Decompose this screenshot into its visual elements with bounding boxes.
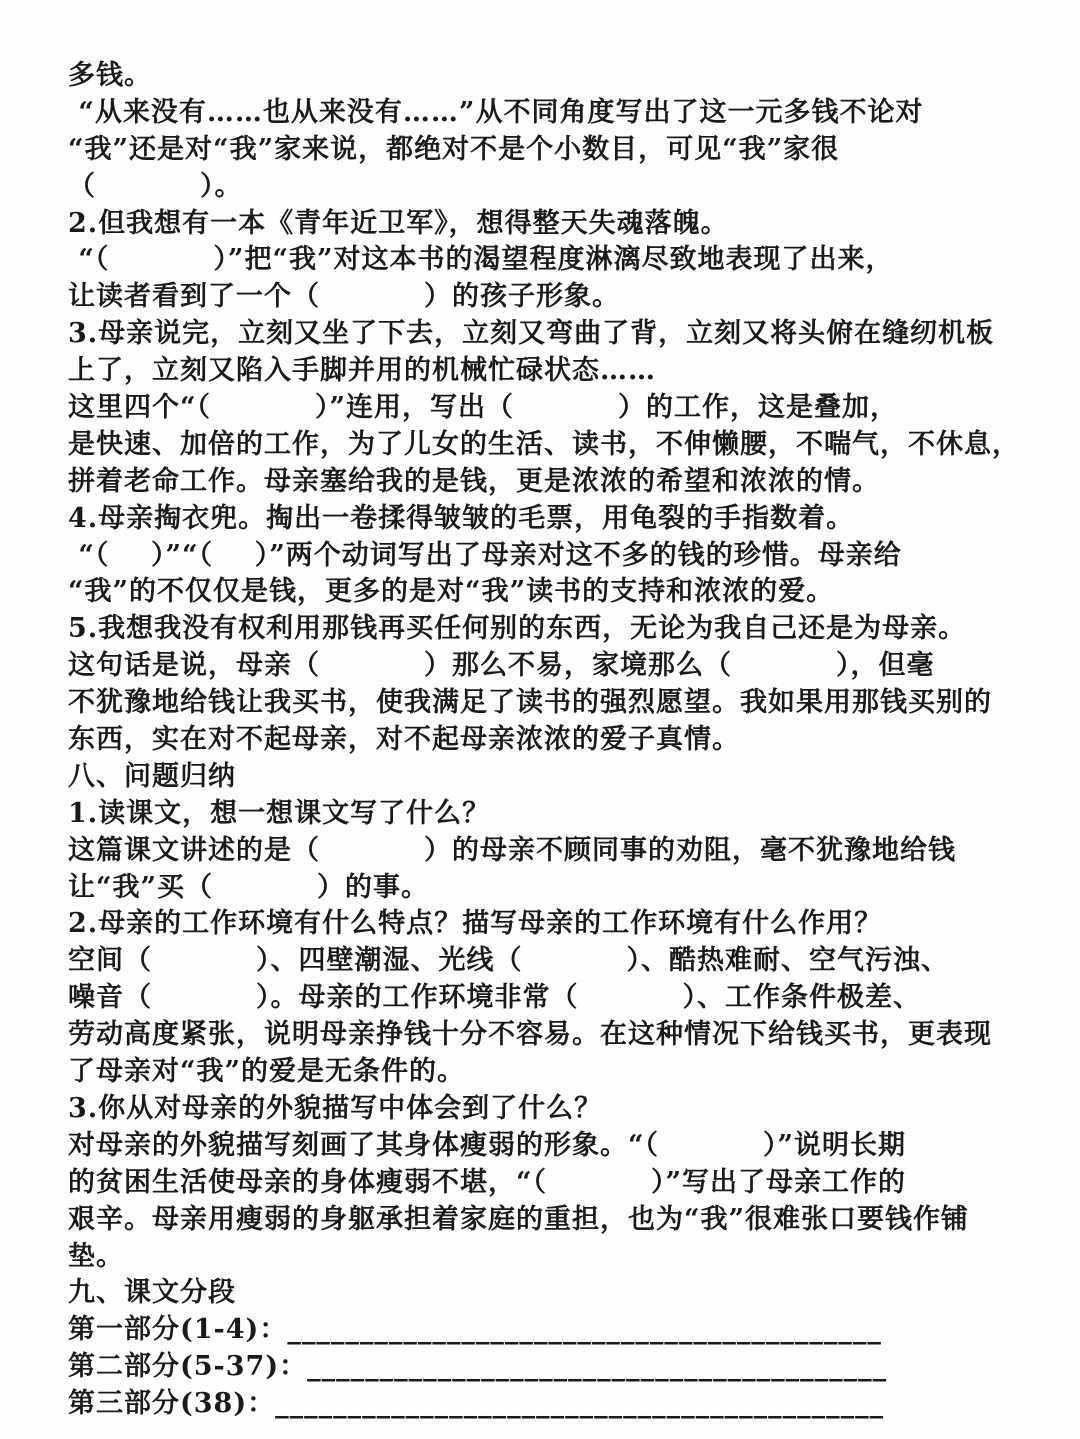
text-line: 东西，实在对不起母亲，对不起母亲浓浓的爱子真情。	[68, 724, 740, 756]
text-line: 1.读课文，想一想课文写了什么？	[68, 797, 491, 829]
text-line: 多钱。	[68, 60, 152, 91]
text-line: 3.母亲说完，立刻又坐了下去，立刻又弯曲了背，立刻又将头俯在缝纫机板	[68, 318, 995, 350]
text-line: 这句话是说，母亲（ ）那么不易，家境那么（ ），但毫	[68, 650, 935, 682]
text-line: 劳动高度紧张，说明母亲挣钱十分不容易。在这种情况下给钱买书，更表现	[68, 1019, 992, 1051]
text-line: 不犹豫地给钱让我买书，使我满足了读书的强烈愿望。我如果用那钱买别的	[68, 687, 992, 719]
text-line: 3.你从对母亲的外貌描写中体会到了什么？	[68, 1092, 603, 1124]
text-line: 这篇课文讲述的是（ ）的母亲不顾同事的劝阻，毫不犹豫地给钱	[68, 834, 956, 866]
text-line: 拼着老命工作。母亲塞给我的是钱，更是浓浓的希望和浓浓的情。	[68, 465, 880, 497]
segment-part-2: 第二部分(5-37)：________________________________________	[68, 1351, 888, 1383]
section-heading: 八、问题归纳	[68, 760, 236, 792]
text-line: 上了，立刻又陷入手脚并用的机械忙碌状态……	[68, 355, 656, 387]
text-line: “我”还是对“我”家来说，都绝对不是个小数目，可见“我”家很	[68, 133, 840, 165]
text-line: 这里四个“（ ）”连用，写出（ ）的工作，这是叠加，	[68, 392, 899, 424]
worksheet-page	[68, 58, 1028, 1423]
segment-part-3: 第三部分(38)：__________________________________________	[68, 1388, 885, 1420]
text-line: 噪音（ ）。母亲的工作环境非常（ ）、工作条件极差、	[68, 982, 921, 1014]
text-line: 2.母亲的工作环境有什么特点？描写母亲的工作环境有什么作用？	[68, 908, 883, 940]
text-line: “我”的不仅仅是钱，更多的是对“我”读书的支持和浓浓的爱。	[68, 576, 835, 608]
text-line: 让“我”买（ ）的事。	[68, 871, 430, 903]
text-line: （ ）。	[68, 170, 243, 202]
text-line: 5.我想我没有权利用那钱再买任何别的东西，无论为我自己还是为母亲。	[68, 613, 967, 645]
text-line: 4.母亲掏衣兜。掏出一卷揉得皱皱的毛票，用龟裂的手指数着。	[68, 502, 855, 534]
text-line: 2.但我想有一本《青年近卫军》，想得整天失魂落魄。	[68, 207, 729, 239]
text-line: 对母亲的外貌描写刻画了其身体瘦弱的形象。“（ ）”说明长期	[68, 1129, 907, 1161]
text-line: 的贫困生活使母亲的身体瘦弱不堪，“（ ）”写出了母亲工作的	[68, 1166, 907, 1198]
section-heading: 九、课文分段	[68, 1277, 236, 1309]
text-line: 了母亲对“我”的爱是无条件的。	[68, 1056, 466, 1088]
text-line: 空间（ ）、四壁潮湿、光线（ ）、酷热难耐、空气污浊、	[68, 945, 949, 977]
text-line: 让读者看到了一个（ ）的孩子形象。	[68, 281, 620, 313]
text-line: 是快速、加倍的工作，为了儿女的生活、读书，不伸懒腰，不喘气，不休息，	[68, 428, 1020, 460]
text-line: “（ ）”“（ ）”两个动词写出了母亲对这不多的钱的珍惜。母亲给	[68, 539, 902, 571]
segment-part-1: 第一部分(1-4)：_________________________________________	[68, 1314, 882, 1346]
text-line: “从来没有……也从来没有……”从不同角度写出了这一元多钱不论对	[68, 96, 924, 128]
text-line: 垫。	[68, 1240, 124, 1272]
text-line: 艰辛。母亲用瘦弱的身躯承担着家庭的重担，也为“我”很难张口要钱作铺	[68, 1203, 970, 1235]
text-line: “（ ）”把“我”对这本书的渴望程度淋漓尽致地表现了出来，	[68, 244, 894, 276]
